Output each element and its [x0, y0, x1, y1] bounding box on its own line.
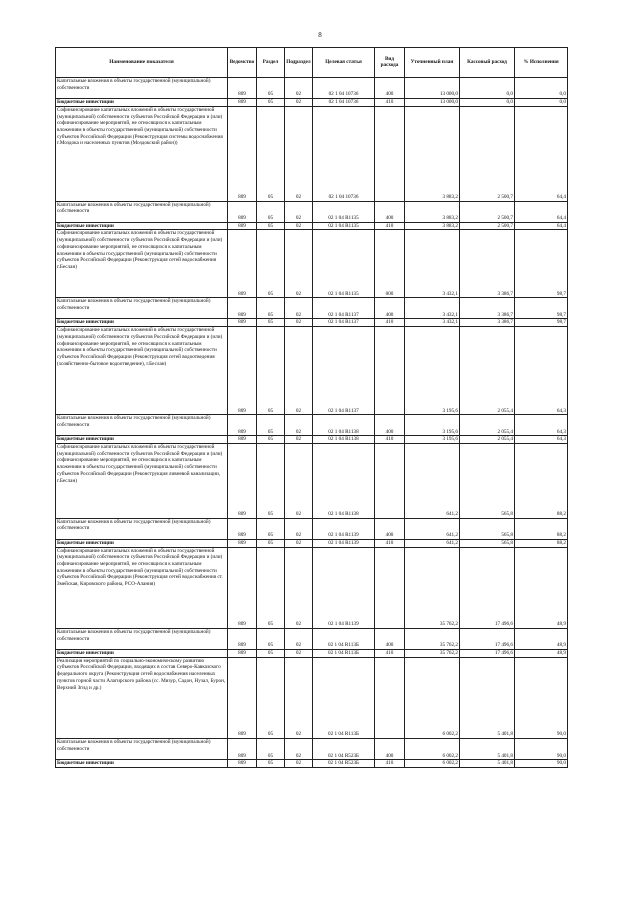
cell-cash: 3 386,7 — [460, 230, 515, 298]
cell-planned: 3 883,2 — [405, 106, 460, 201]
cell-type: 410 — [375, 99, 405, 107]
cell-target: 02 1 04 10736 — [313, 78, 375, 99]
cell-section: 05 — [257, 739, 285, 760]
cell-section: 05 — [257, 230, 285, 298]
cell-planned: 35 762,2 — [405, 628, 460, 649]
cell-dept: 809 — [228, 444, 257, 519]
cell-name: Бюджетные инвестиции — [56, 760, 228, 768]
cell-target: 02 1 04 R1137 — [313, 298, 375, 319]
cell-percent: 0,0 — [515, 78, 568, 99]
cell-dept: 809 — [228, 760, 257, 768]
cell-dept: 809 — [228, 319, 257, 327]
cell-target: 02 1 04 10736 — [313, 99, 375, 107]
cell-section: 05 — [257, 760, 285, 768]
cell-name: Бюджетные инвестиции — [56, 222, 228, 230]
cell-section: 05 — [257, 201, 285, 222]
cell-type: 400 — [375, 78, 405, 99]
cell-percent: 88,2 — [515, 518, 568, 539]
cell-planned: 3 432,1 — [405, 319, 460, 327]
table-header-row — [56, 48, 568, 78]
cell-target: 02 1 04 R1135 — [313, 222, 375, 230]
cell-subsection: 02 — [285, 739, 313, 760]
cell-percent: 98,7 — [515, 230, 568, 298]
cell-subsection: 02 — [285, 319, 313, 327]
cell-subsection: 02 — [285, 327, 313, 415]
cell-section: 05 — [257, 547, 285, 628]
cell-type — [375, 547, 405, 628]
header-name: Наименование показателя — [56, 48, 228, 78]
cell-cash: 2 500,7 — [460, 106, 515, 201]
cell-cash: 2 500,7 — [460, 201, 515, 222]
cell-name: Софинансирование капитальных вложений в объекты государственной (муниципальной) собственности субъектов Российской Федерации и (или) софинансирование мероприятий, не относящихся к капитальным вложениям в объекты государственной (муниципальной) собственности субъектов Российской Федерации (Реконструкция сетей водоотведения (хозяйственно-бытовое водоотведение), г.Беслан) — [56, 327, 228, 415]
cell-name: Капитальные вложения в объекты государственной (муниципальной) собственности — [56, 518, 228, 539]
cell-name: Капитальные вложения в объекты государственной (муниципальной) собственности — [56, 415, 228, 436]
cell-type: 400 — [375, 739, 405, 760]
header-dept: Ведомство — [228, 48, 257, 78]
cell-planned: 3 883,2 — [405, 222, 460, 230]
cell-target: 02 1 04 R1139 — [313, 518, 375, 539]
page-number: 8 — [318, 31, 322, 39]
cell-target: 02 1 04 R1137 — [313, 327, 375, 415]
cell-dept: 809 — [228, 201, 257, 222]
cell-subsection: 02 — [285, 657, 313, 738]
cell-name: Бюджетные инвестиции — [56, 539, 228, 547]
cell-percent: 64,4 — [515, 106, 568, 201]
cell-subsection: 02 — [285, 230, 313, 298]
cell-percent: 98,7 — [515, 319, 568, 327]
cell-cash: 0,0 — [460, 78, 515, 99]
cell-target: 02 1 04 R113Б — [313, 628, 375, 649]
cell-cash: 5 401,8 — [460, 760, 515, 768]
cell-target: 02 1 04 R1139 — [313, 547, 375, 628]
cell-section: 05 — [257, 444, 285, 519]
cell-type: 410 — [375, 650, 405, 658]
cell-cash: 565,8 — [460, 444, 515, 519]
cell-subsection: 02 — [285, 201, 313, 222]
cell-section: 05 — [257, 657, 285, 738]
table-row — [56, 201, 568, 222]
cell-planned: 3 195,6 — [405, 415, 460, 436]
cell-dept: 809 — [228, 518, 257, 539]
cell-name: Капитальные вложения в объекты государственной (муниципальной) собственности — [56, 78, 228, 99]
header-type: Вид расхода — [375, 48, 405, 78]
cell-type — [375, 657, 405, 738]
header-section: Раздел — [257, 48, 285, 78]
cell-planned: 641,2 — [405, 444, 460, 519]
cell-dept: 809 — [228, 628, 257, 649]
table-row — [56, 628, 568, 649]
table-row — [56, 444, 568, 519]
cell-name: Капитальные вложения в объекты государственной (муниципальной) собственности — [56, 298, 228, 319]
cell-dept: 809 — [228, 99, 257, 107]
cell-dept: 809 — [228, 230, 257, 298]
header-percent: % Исполнения — [515, 48, 568, 78]
cell-planned: 13 000,0 — [405, 78, 460, 99]
table-row — [56, 539, 568, 547]
cell-subsection: 02 — [285, 415, 313, 436]
cell-subsection: 02 — [285, 760, 313, 768]
cell-planned: 3 432,1 — [405, 298, 460, 319]
cell-section: 05 — [257, 298, 285, 319]
cell-percent: 0,0 — [515, 99, 568, 107]
cell-cash: 565,8 — [460, 539, 515, 547]
cell-section: 05 — [257, 78, 285, 99]
cell-cash: 5 401,8 — [460, 739, 515, 760]
table-row — [56, 298, 568, 319]
table-row — [56, 106, 568, 201]
cell-cash: 17 496,6 — [460, 628, 515, 649]
cell-subsection: 02 — [285, 547, 313, 628]
cell-type: 400 — [375, 298, 405, 319]
cell-target: 02 1 04 R1135 — [313, 230, 375, 298]
cell-name: Бюджетные инвестиции — [56, 650, 228, 658]
header-subsection: Подраздел — [285, 48, 313, 78]
cell-type: 400 — [375, 201, 405, 222]
cell-dept: 809 — [228, 436, 257, 444]
cell-section: 05 — [257, 222, 285, 230]
cell-name: Бюджетные инвестиции — [56, 99, 228, 107]
table-body — [56, 78, 568, 768]
cell-name: Софинансирование капитальных вложений в объекты государственной (муниципальной) собственности субъектов Российской Федерации и (или) софинансирование мероприятий, не относящихся к капитальным вложениям в объекты государственной (муниципальной) собственности субъектов Российской Федерации (Реконструкция системы водоснабжения г.Моздока и населенных пунктов (Моздокский район)) — [56, 106, 228, 201]
cell-percent: 48,9 — [515, 547, 568, 628]
cell-dept: 809 — [228, 222, 257, 230]
cell-percent: 64,3 — [515, 415, 568, 436]
cell-cash: 17 496,6 — [460, 547, 515, 628]
cell-type: 410 — [375, 436, 405, 444]
cell-type: 410 — [375, 319, 405, 327]
cell-dept: 809 — [228, 539, 257, 547]
cell-target: 02 1 04 R1137 — [313, 319, 375, 327]
cell-target: 02 1 04 R1138 — [313, 444, 375, 519]
cell-cash: 0,0 — [460, 99, 515, 107]
cell-dept: 809 — [228, 739, 257, 760]
cell-target: 02 1 04 R523Б — [313, 760, 375, 768]
cell-section: 05 — [257, 628, 285, 649]
cell-cash: 17 496,6 — [460, 650, 515, 658]
cell-percent: 90,0 — [515, 760, 568, 768]
cell-subsection: 02 — [285, 518, 313, 539]
cell-cash: 3 386,7 — [460, 298, 515, 319]
header-cash: Кассовый расход — [460, 48, 515, 78]
cell-target: 02 1 04 R1135 — [313, 201, 375, 222]
cell-planned: 35 762,2 — [405, 650, 460, 658]
cell-percent: 64,4 — [515, 201, 568, 222]
cell-cash: 565,8 — [460, 518, 515, 539]
cell-subsection: 02 — [285, 298, 313, 319]
cell-dept: 809 — [228, 106, 257, 201]
cell-name: Бюджетные инвестиции — [56, 436, 228, 444]
table-row — [56, 78, 568, 99]
cell-type: 400 — [375, 518, 405, 539]
cell-section: 05 — [257, 518, 285, 539]
cell-target: 02 1 04 R523Б — [313, 739, 375, 760]
cell-section: 05 — [257, 319, 285, 327]
table-row — [56, 547, 568, 628]
cell-name: Капитальные вложения в объекты государственной (муниципальной) собственности — [56, 628, 228, 649]
cell-name: Капитальные вложения в объекты государственной (муниципальной) собственности — [56, 201, 228, 222]
cell-name: Софинансирование капитальных вложений в объекты государственной (муниципальной) собственности субъектов Российской Федерации и (или) софинансирование мероприятий, не относящихся к капитальным вложениям в объекты государственной (муниципальной) собственности субъектов Российской Федерации (Реконструкция сетей водоснабжения ст. Змейская, Кировского района, РСО-Алания) — [56, 547, 228, 628]
table-row — [56, 657, 568, 738]
budget-execution-table — [55, 47, 568, 768]
cell-type: 410 — [375, 760, 405, 768]
header-target: Целевая статья — [313, 48, 375, 78]
cell-name: Реализация мероприятий по социально-экономическому развитию субъектов Российской Федерации, входящих в состав Северо-Кавказского федерального округа (Реконструкция сетей водоснабжения населенных пунктов горной части Алагирского района (сс. Мизур, Садон, Нузал, Бурон, Верхний Згид и др.) — [56, 657, 228, 738]
cell-section: 05 — [257, 327, 285, 415]
cell-type: 410 — [375, 222, 405, 230]
cell-percent: 48,9 — [515, 628, 568, 649]
cell-cash: 2 055,4 — [460, 415, 515, 436]
table-row — [56, 739, 568, 760]
cell-planned: 6 002,2 — [405, 760, 460, 768]
cell-subsection: 02 — [285, 99, 313, 107]
cell-subsection: 02 — [285, 78, 313, 99]
cell-section: 05 — [257, 436, 285, 444]
cell-type: 000 — [375, 230, 405, 298]
cell-percent: 90,0 — [515, 657, 568, 738]
cell-dept: 809 — [228, 547, 257, 628]
cell-planned: 641,2 — [405, 518, 460, 539]
cell-planned: 3 195,6 — [405, 327, 460, 415]
cell-name: Софинансирование капитальных вложений в объекты государственной (муниципальной) собственности субъектов Российской Федерации и (или) софинансирование мероприятий, не относящихся к капитальным вложениям в объекты государственной (муниципальной) собственности субъектов Российской Федерации (Реконструкция сетей водоснабжения г.Беслан) — [56, 230, 228, 298]
cell-dept: 809 — [228, 327, 257, 415]
cell-percent: 90,0 — [515, 739, 568, 760]
table-row — [56, 99, 568, 107]
cell-percent: 64,3 — [515, 436, 568, 444]
cell-target: 02 1 04 R1138 — [313, 436, 375, 444]
cell-dept: 809 — [228, 657, 257, 738]
cell-cash: 3 386,7 — [460, 319, 515, 327]
cell-percent: 48,9 — [515, 650, 568, 658]
cell-planned: 6 002,2 — [405, 739, 460, 760]
cell-dept: 809 — [228, 415, 257, 436]
table-row — [56, 650, 568, 658]
cell-subsection: 02 — [285, 436, 313, 444]
cell-target: 02 1 04 10736 — [313, 106, 375, 201]
table-row — [56, 436, 568, 444]
cell-cash: 2 500,7 — [460, 222, 515, 230]
cell-cash: 2 055,4 — [460, 327, 515, 415]
cell-percent: 98,7 — [515, 298, 568, 319]
table-row — [56, 518, 568, 539]
cell-subsection: 02 — [285, 628, 313, 649]
cell-subsection: 02 — [285, 106, 313, 201]
cell-type: 400 — [375, 628, 405, 649]
header-planned: Уточненный план — [405, 48, 460, 78]
cell-dept: 809 — [228, 298, 257, 319]
cell-subsection: 02 — [285, 650, 313, 658]
cell-target: 02 1 04 R113Б — [313, 650, 375, 658]
cell-type: 410 — [375, 539, 405, 547]
cell-name: Капитальные вложения в объекты государственной (муниципальной) собственности — [56, 739, 228, 760]
cell-name: Софинансирование капитальных вложений в объекты государственной (муниципальной) собственности субъектов Российской Федерации и (или) софинансирование мероприятий, не относящихся к капитальным вложениям в объекты государственной (муниципальной) собственности субъектов Российской Федерации (Реконструкция ливневой канализации, г.Беслан) — [56, 444, 228, 519]
cell-subsection: 02 — [285, 444, 313, 519]
cell-dept: 809 — [228, 650, 257, 658]
cell-dept: 809 — [228, 78, 257, 99]
cell-planned: 35 762,2 — [405, 547, 460, 628]
cell-percent: 88,2 — [515, 539, 568, 547]
cell-planned: 3 195,6 — [405, 436, 460, 444]
cell-section: 05 — [257, 650, 285, 658]
cell-planned: 641,2 — [405, 539, 460, 547]
cell-cash: 5 401,8 — [460, 657, 515, 738]
cell-subsection: 02 — [285, 539, 313, 547]
cell-planned: 13 000,0 — [405, 99, 460, 107]
cell-planned: 3 432,1 — [405, 230, 460, 298]
table-row — [56, 230, 568, 298]
cell-section: 05 — [257, 106, 285, 201]
cell-target: 02 1 04 R113Б — [313, 657, 375, 738]
cell-subsection: 02 — [285, 222, 313, 230]
cell-type — [375, 444, 405, 519]
table-row — [56, 415, 568, 436]
cell-type — [375, 106, 405, 201]
table-row — [56, 327, 568, 415]
cell-section: 05 — [257, 99, 285, 107]
cell-planned: 6 002,2 — [405, 657, 460, 738]
cell-name: Бюджетные инвестиции — [56, 319, 228, 327]
cell-target: 02 1 04 R1139 — [313, 539, 375, 547]
cell-percent: 64,4 — [515, 222, 568, 230]
cell-percent: 64,3 — [515, 327, 568, 415]
cell-type — [375, 327, 405, 415]
table-row — [56, 319, 568, 327]
cell-percent: 88,2 — [515, 444, 568, 519]
cell-type: 400 — [375, 415, 405, 436]
cell-cash: 2 055,4 — [460, 436, 515, 444]
cell-planned: 3 883,2 — [405, 201, 460, 222]
cell-section: 05 — [257, 539, 285, 547]
cell-target: 02 1 04 R1138 — [313, 415, 375, 436]
table-row — [56, 222, 568, 230]
table-row — [56, 760, 568, 768]
cell-section: 05 — [257, 415, 285, 436]
